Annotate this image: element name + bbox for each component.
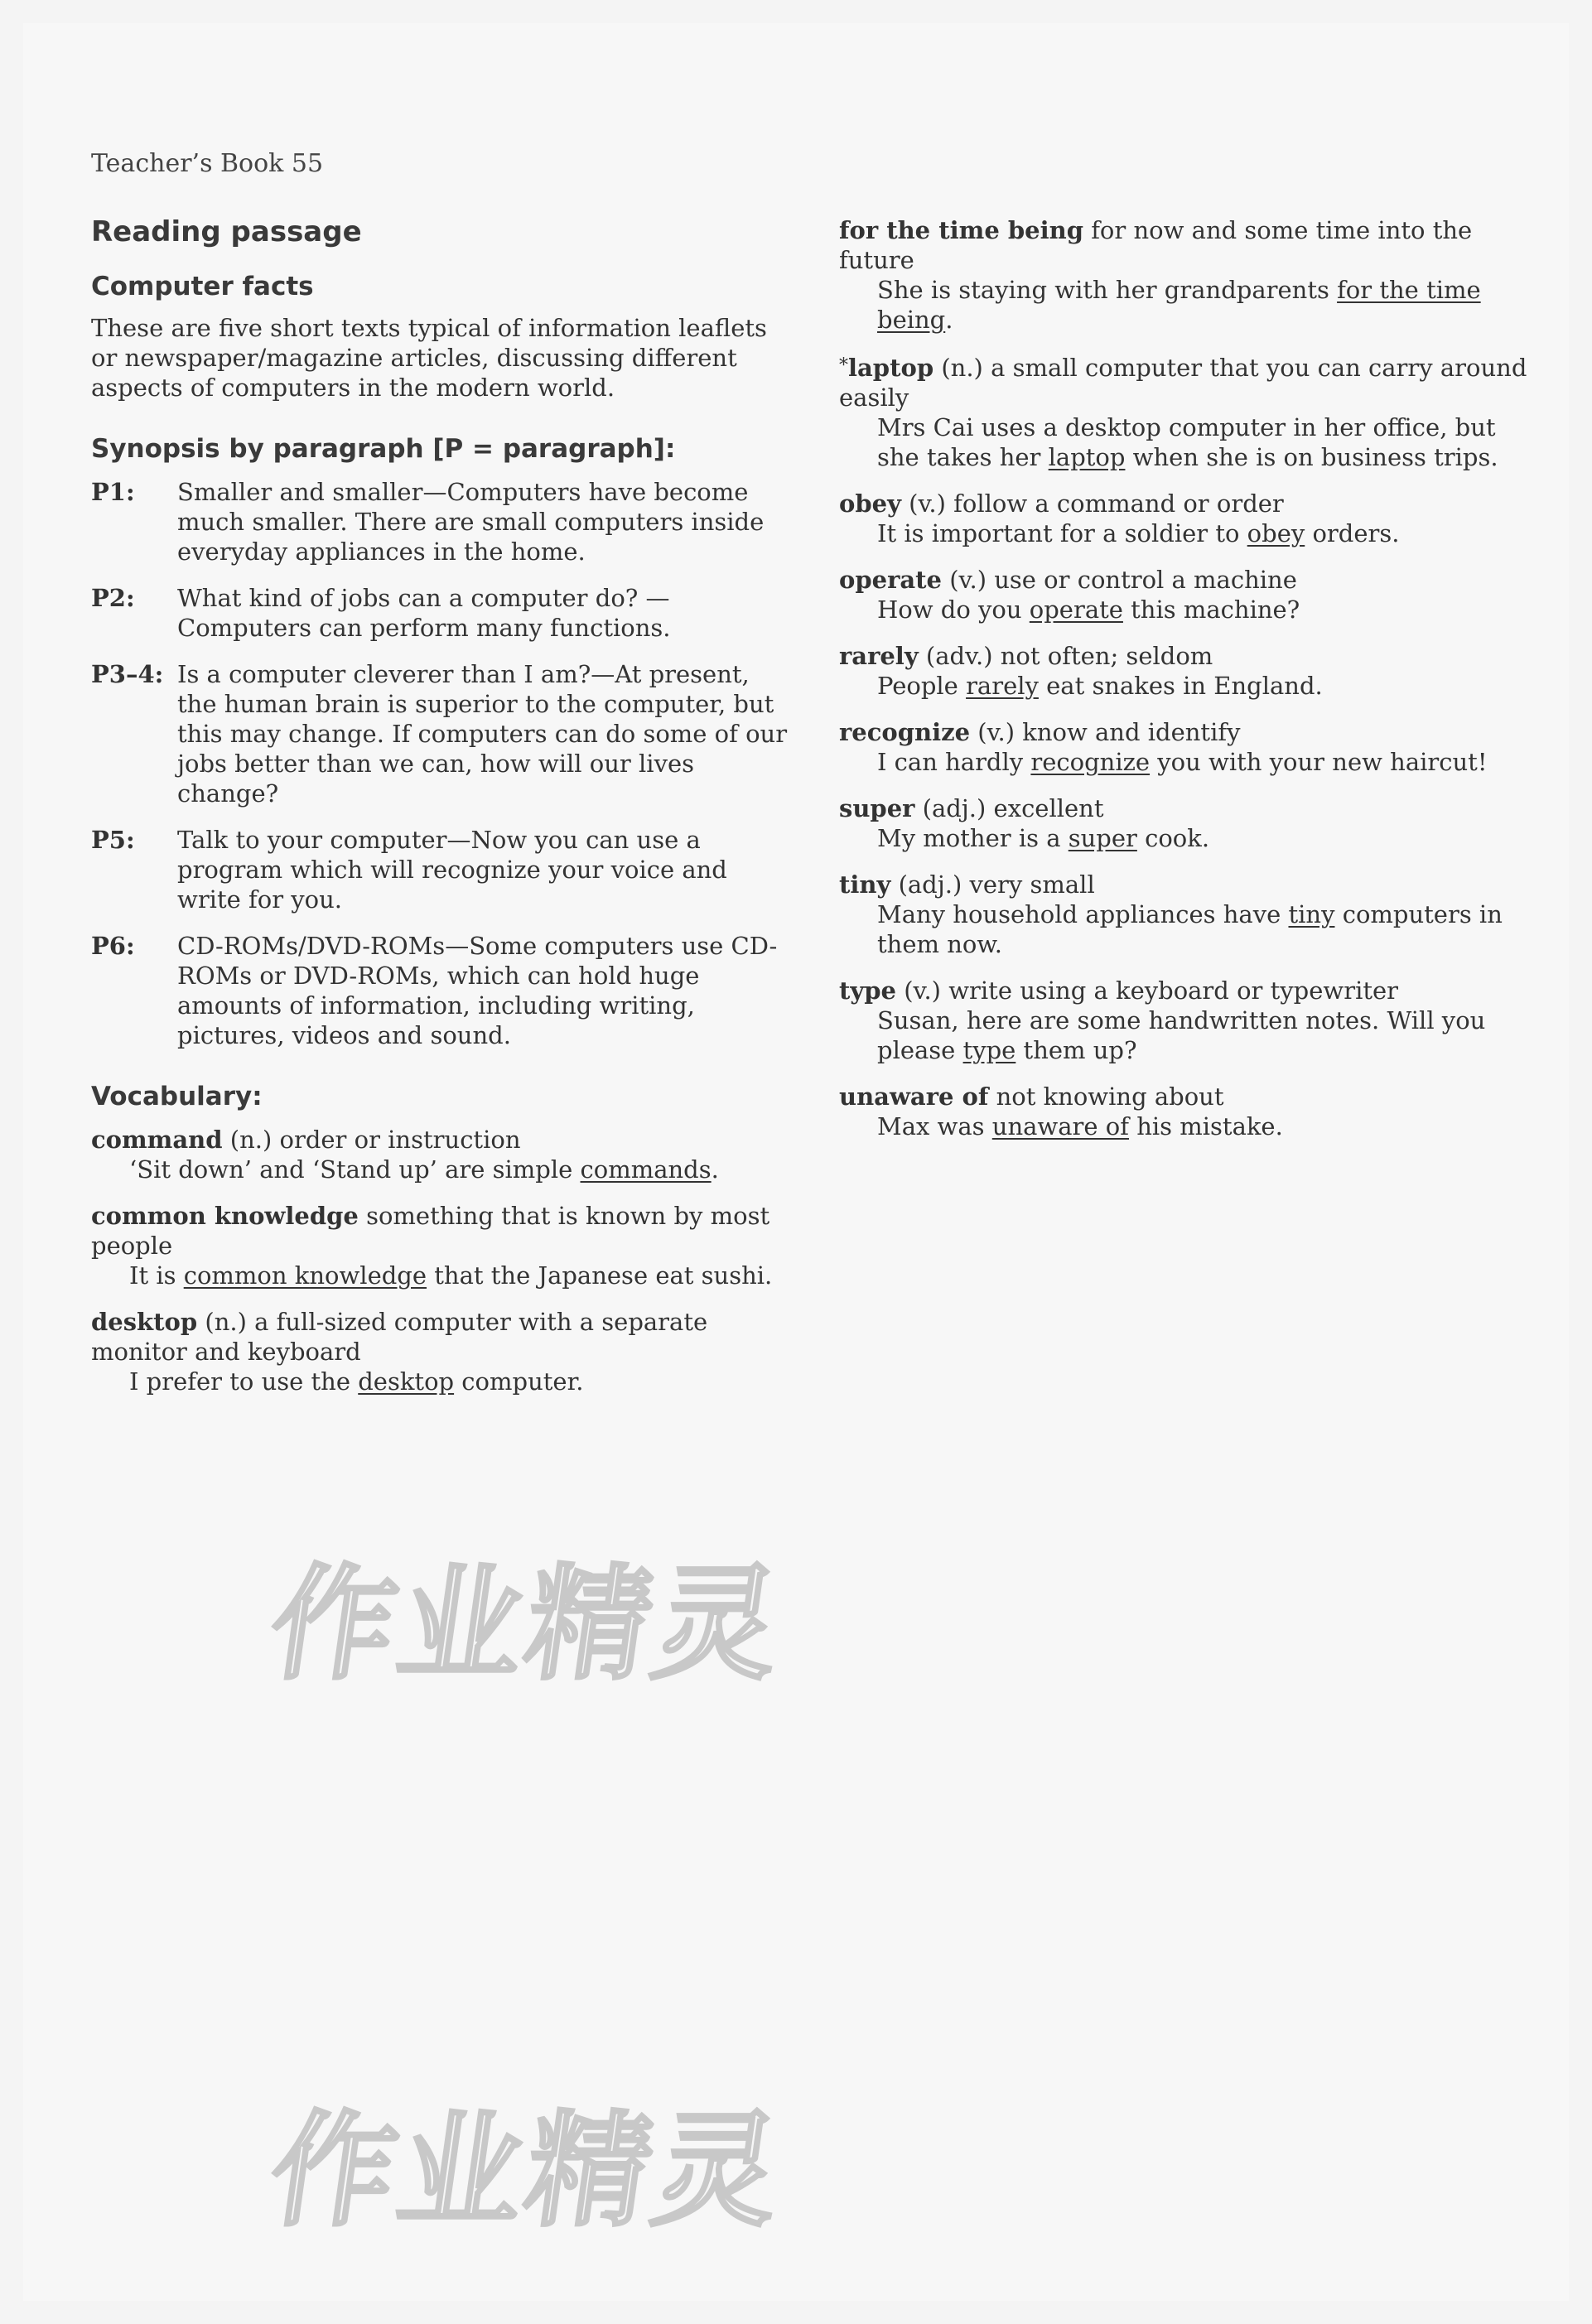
example-text: that the Japanese eat sushi. [427, 1261, 773, 1290]
vocab-example [839, 899, 1543, 959]
example-keyword: tiny [1288, 900, 1335, 928]
vocab-entry [91, 1125, 795, 1184]
vocab-definition: (n.) a full-sized computer with a separate monitor and keyboard [91, 1308, 708, 1366]
example-text: computer. [454, 1367, 584, 1396]
example-keyword: common knowledge [183, 1261, 427, 1290]
vocab-term: obey [839, 489, 901, 518]
example-text: when she is on business trips. [1125, 443, 1498, 471]
example-text: It is [129, 1261, 184, 1290]
example-text: . [945, 306, 953, 334]
vocab-entry [839, 870, 1543, 959]
example-keyword: commands [580, 1155, 712, 1184]
example-text: them up? [1016, 1036, 1137, 1064]
example-text: orders. [1305, 519, 1400, 547]
vocab-example [839, 747, 1543, 777]
vocab-definition: (v.) follow a command or order [900, 489, 1284, 518]
synopsis-item [91, 477, 795, 567]
example-keyword: operate [1029, 595, 1123, 624]
example-text: Many household appliances have [877, 900, 1289, 928]
vocab-definition: (adj.) excellent [914, 794, 1104, 822]
synopsis-item [91, 931, 795, 1050]
vocab-entry [839, 717, 1543, 777]
vocab-definition: for now and some time into the future [839, 216, 1473, 274]
example-text: I can hardly [877, 748, 1031, 776]
example-text: . [711, 1155, 719, 1184]
example-text: How do you [877, 595, 1030, 624]
vocab-definition: (n.) a small computer that you can carry around easily [839, 354, 1527, 412]
example-text: She is staying with her grandparents [877, 276, 1338, 304]
section-title: Reading passage [91, 215, 362, 248]
vocab-entry [839, 1082, 1543, 1141]
synopsis-label: P2: [91, 584, 135, 612]
intro-paragraph: These are five short texts typical of information leaflets or newspaper/magazine articles, discussing different aspects of computers in the modern world. [91, 314, 767, 402]
vocab-entry [839, 793, 1543, 853]
vocab-definition: (v.) know and identify [970, 718, 1241, 746]
vocab-example [839, 823, 1543, 853]
example-text: cook. [1136, 824, 1210, 852]
watermark: 作业精灵 [261, 1553, 793, 1697]
vocab-example [839, 412, 1543, 472]
example-keyword: desktop [358, 1367, 455, 1396]
vocab-term: laptop [848, 354, 934, 382]
example-text: you with your new haircut! [1150, 748, 1488, 776]
synopsis-label: P1: [91, 478, 135, 506]
vocab-example [839, 1005, 1543, 1065]
example-text: I prefer to use the [129, 1367, 359, 1396]
vocab-term: unaware of [839, 1082, 989, 1111]
running-head: Teacher’s Book 55 [91, 149, 324, 178]
synopsis-item [91, 659, 795, 808]
vocab-term: operate [839, 566, 942, 594]
vocab-entry [839, 641, 1543, 701]
synopsis-label: P3–4: [91, 660, 164, 688]
synopsis-item [91, 825, 795, 914]
example-text: computers in them now. [877, 900, 1503, 958]
vocabulary-list-left [91, 1125, 795, 1396]
example-text: ‘Sit down’ and ‘Stand up’ are simple [129, 1155, 581, 1184]
vocab-term: rarely [839, 642, 919, 670]
example-text: eat snakes in England. [1038, 672, 1323, 700]
vocab-term: tiny [839, 870, 891, 899]
example-keyword: obey [1247, 519, 1305, 547]
vocabulary-heading: Vocabulary: [91, 1082, 263, 1111]
left-column [91, 149, 795, 1413]
synopsis-list [91, 477, 795, 1050]
vocab-term: type [839, 976, 896, 1005]
vocab-example [839, 671, 1543, 701]
synopsis-label: P6: [91, 932, 135, 960]
vocab-example [91, 1367, 795, 1396]
example-text: this machine? [1122, 595, 1300, 624]
vocab-definition: (v.) write using a keyboard or typewriter [895, 976, 1399, 1005]
vocab-definition: (n.) order or instruction [222, 1126, 521, 1154]
example-keyword: super [1068, 824, 1137, 852]
synopsis-item [91, 583, 795, 643]
vocab-entry [839, 489, 1543, 548]
vocab-entry [839, 215, 1543, 335]
vocab-term: for the time being [839, 216, 1083, 244]
vocab-example [839, 518, 1543, 548]
vocab-definition: (adj.) very small [890, 870, 1095, 899]
example-keyword: unaware of [991, 1112, 1129, 1140]
vocab-term: desktop [91, 1308, 198, 1336]
vocab-definition: something that is known by most people [91, 1202, 770, 1260]
example-text: People [877, 672, 967, 700]
vocab-definition: (v.) use or control a machine [942, 566, 1297, 594]
right-column [839, 215, 1543, 1158]
vocab-definition: not knowing about [988, 1082, 1224, 1111]
vocab-entry [91, 1201, 795, 1290]
example-keyword: for the time being [877, 276, 1481, 334]
example-text: Max was [877, 1112, 992, 1140]
example-text: It is important for a soldier to [877, 519, 1247, 547]
example-keyword: laptop [1048, 443, 1126, 471]
example-keyword: type [962, 1036, 1016, 1064]
vocab-example [839, 595, 1543, 624]
synopsis-text: Is a computer cleverer than I am?—At present, the human brain is superior to the computer, but this may change. If computers can do some of our jobs better than we can, how will our lives change? [177, 660, 788, 808]
synopsis-text: What kind of jobs can a computer do? —Computers can perform many functions. [177, 584, 671, 642]
synopsis-label: P5: [91, 826, 135, 854]
vocab-example [839, 275, 1543, 335]
asterisk-marker: * [839, 355, 848, 376]
example-keyword: rarely [966, 672, 1039, 700]
vocab-term: recognize [839, 718, 971, 746]
vocab-example [91, 1155, 795, 1184]
vocab-entry [839, 565, 1543, 624]
synopsis-text: Talk to your computer—Now you can use a program which will recognize your voice and write for you. [177, 826, 727, 914]
example-text: his mistake. [1128, 1112, 1283, 1140]
vocab-entry [91, 1307, 795, 1396]
vocab-term: command [91, 1126, 223, 1154]
watermark: 作业精灵 [261, 2100, 793, 2244]
synopsis-heading: Synopsis by paragraph [P = paragraph]: [91, 434, 676, 464]
vocab-term: common knowledge [91, 1202, 359, 1230]
synopsis-text: Smaller and smaller—Computers have become much smaller. There are small computers inside everyday appliances in the home. [177, 478, 765, 566]
example-text: My mother is a [877, 824, 1069, 852]
vocab-entry [839, 351, 1543, 472]
example-text: Susan, here are some handwritten notes. Will you please [877, 1006, 1486, 1064]
passage-title: Computer facts [91, 272, 314, 301]
vocab-example [839, 1111, 1543, 1141]
vocab-entry [839, 976, 1543, 1065]
synopsis-text: CD-ROMs/DVD-ROMs—Some computers use CD-ROMs or DVD-ROMs, which can hold huge amounts of information, including writing, pictures, videos and sound. [177, 932, 778, 1049]
example-text: Mrs Cai uses a desktop computer in her office, but she takes her [877, 413, 1496, 471]
vocab-term: super [839, 794, 915, 822]
example-keyword: recognize [1030, 748, 1151, 776]
vocab-definition: (adv.) not often; seldom [918, 642, 1213, 670]
vocab-example [91, 1261, 795, 1290]
